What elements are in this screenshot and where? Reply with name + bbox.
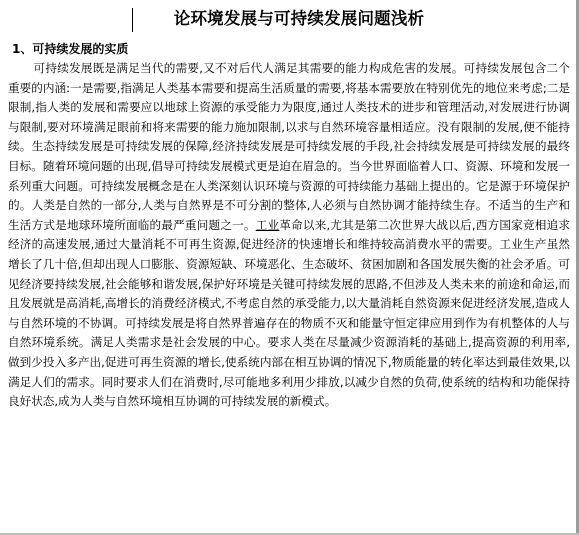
paragraph-text-part1: 可持续发展既是满足当代的需要,又不对后代人满足其需要的能力构成危害的发展。可持续发展包含二个重要的内涵:一是需要,指满足人类基本需要和提高生活质量的需要,将基本需要放在特别优先的地位来考虑;二是限制,指人类的发展和需要应以地球上资源的承受能力为限度,通过人类技术的进步和管理活动,对发展进行协调与限制,要对环境满足眼前和将来需要的能力施加限制,以求与自然环境容量相适应。没有限制的发展,便不能持续。生态持续发展是可持续发展的保障,经济持续发展是可持续发展的手段,社会持续发展是可持续发展的最终目标。随着环境问题的出现,倡导可持续发展模式更是迫在眉急的。当今世界面临着人口、资源、环境和发展一系列重大问题。可持续发展概念是在人类深刻认识环境与资源的可持续能力基础上提出的。它是源于环境保护的。人类是自然的一部分,人类与自然界是不可分割的整体,人必须与自然协调才能持续生存。不适当的生产和生活方式是地球环境所面临的最严重问题之一。 xyxy=(8,61,570,232)
document-title: 论环境发展与可持续发展问题浅析 xyxy=(173,9,425,28)
hyperlink-industry[interactable]: 工业 xyxy=(255,217,280,232)
section-heading: 1、可持续发展的实质 xyxy=(12,42,129,56)
document-body xyxy=(8,6,570,412)
paragraph-text-part2: 革命以来,尤其是第二次世界大战以后,西方国家竞相追求经济的高速发展,通过大量消耗不可再生资源,促进经济的快速增长和维持较高消费水平的需要。工业生产虽然增长了几十倍,但却出现人口膨胀、资源短缺、环境恶化、生态破坏、贫困加剧和各国发展失衡的社会矛盾。可见经济要持续发展,社会能够和谐发展,保护好环境是关键可持续发展的思路,不但涉及人类未来的前途和命运,而且发展就是高消耗,高增长的消费经济模式,不考虑自然的承受能力,以大量消耗自然资源来促进经济发展,造成人与自然环境的不协调。可持续发展是将自然界普遍存在的物质不灭和能量守恒定律应用到作为有机整体的人与自然环境系统。满足人类需求是社会发展的中心。要求人类在尽量减少资源消耗的基础上,提高资源的利用率,做到少投入多产出,促进可再生资源的增长,使系统内部在相互协调的情况下,物质能量的转化率达到最佳效果,以满足人们的需求。同时要求人们在消费时,尽可能地多利用少排放,以减少自然的负荷,使系统的结构和功能保持良好状态,成为人类与自然环境相互协调的可持续发展的新模式。 xyxy=(8,217,570,409)
title-row xyxy=(8,6,570,36)
text-cursor xyxy=(132,8,133,32)
body-paragraph xyxy=(8,59,570,412)
